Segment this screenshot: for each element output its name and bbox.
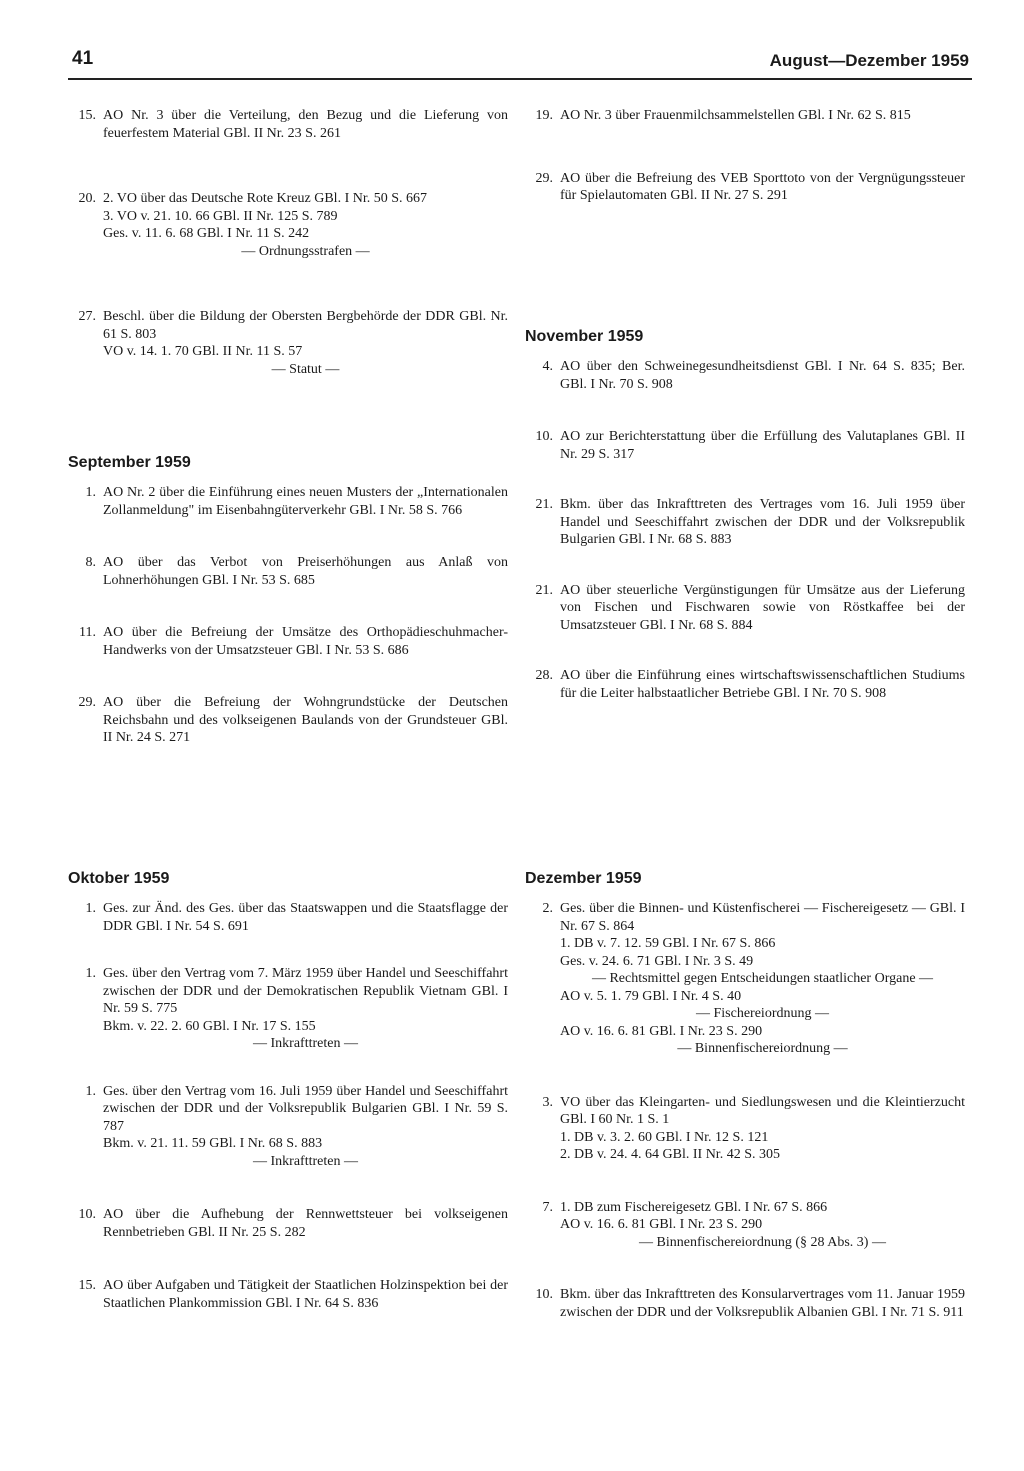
entry-text: AO über die Befreiung des VEB Sporttoto von der Vergnügungssteuer für Spielautomaten GBl. II Nr. 27 S. 291: [560, 170, 965, 203]
register-entry: [525, 428, 965, 463]
entry-text: AO über den Schweinegesundheitsdienst GBl. I Nr. 64 S. 835; Ber. GBl. I Nr. 70 S. 908: [560, 359, 965, 392]
month-section: [525, 328, 965, 702]
month-section: [68, 107, 508, 378]
entry-note: — Inkrafttreten —: [253, 1036, 358, 1051]
register-entry: [68, 624, 508, 659]
entry-day: 21.: [535, 582, 553, 598]
section-title: Oktober 1959: [68, 870, 170, 887]
entry-day: 1.: [85, 966, 96, 981]
entry-text: Ges. über den Vertrag vom 16. Juli 1959 über Handel und Seeschiffahrt zwischen der DDR und der Volksrepublik Bulgarien GBl. I Nr. 59 S. 787: [103, 1083, 508, 1134]
register-entry: [525, 170, 965, 205]
register-entry: [525, 582, 965, 635]
entry-day: 27.: [78, 309, 96, 324]
register-entry: [68, 1083, 508, 1171]
entry-text: Ges. zur Änd. des Ges. über das Staatswappen und die Staatsflagge der DDR GBl. I Nr. 54 S. 691: [103, 901, 508, 934]
entry-text: Ges. über die Binnen- und Küstenfischerei — Fischereigesetz — GBl. I Nr. 67 S. 864: [560, 901, 965, 934]
register-entry: [68, 484, 508, 519]
register-entry: [68, 554, 508, 589]
entry-day: 2.: [542, 901, 553, 916]
entry-reference: AO v. 5. 1. 79 GBl. I Nr. 4 S. 40: [560, 988, 742, 1004]
entry-reference: Ges. v. 24. 6. 71 GBl. I Nr. 3 S. 49: [560, 953, 754, 969]
entry-reference: 3. VO v. 21. 10. 66 GBl. II Nr. 125 S. 789: [103, 208, 338, 224]
month-section: [525, 107, 965, 205]
entry-day: 19.: [535, 108, 553, 123]
register-entry: [525, 1094, 965, 1164]
entry-day: 15.: [78, 108, 96, 123]
register-entry: [68, 694, 508, 747]
register-entry: [68, 107, 508, 142]
entry-note: — Inkrafttreten —: [253, 1153, 358, 1169]
entry-text: AO Nr. 3 über Frauenmilchsammelstellen GBl. I Nr. 62 S. 815: [560, 108, 911, 123]
register-entry: [525, 1199, 965, 1252]
entry-day: 1.: [85, 485, 96, 500]
header-rule: [68, 78, 972, 80]
entry-text: Bkm. über das Inkrafttreten des Konsularvertrages vom 11. Januar 1959 zwischen der DDR und der Volksrepublik Albanien GBl. I Nr. 71 S. 911: [560, 1287, 965, 1320]
entry-day: 10.: [78, 1207, 96, 1222]
entry-text: VO über das Kleingarten- und Siedlungswesen und die Kleintierzucht GBl. I 60 Nr. 1 S. 1: [560, 1094, 965, 1127]
entry-note: — Fischereiordnung —: [696, 1006, 829, 1021]
entry-note: — Binnenfischereiordnung (§ 28 Abs. 3) —: [639, 1234, 886, 1250]
entry-day: 29.: [535, 170, 553, 186]
register-entry: [68, 190, 508, 260]
entry-day: 10.: [535, 429, 553, 444]
entry-text: AO über Aufgaben und Tätigkeit der Staatlichen Holzinspektion bei der Staatlichen Plankommission GBl. I Nr. 64 S. 836: [103, 1278, 508, 1311]
entry-text: Beschl. über die Bildung der Obersten Bergbehörde der DDR GBl. Nr. 61 S. 803: [103, 309, 508, 342]
register-entry: [68, 965, 508, 1053]
register-entry: [525, 667, 965, 702]
entry-day: 1.: [85, 1083, 96, 1099]
register-entry: [525, 1286, 965, 1321]
entry-day: 3.: [542, 1094, 553, 1110]
entry-note: — Rechtsmittel gegen Entscheidungen staatlicher Organe —: [591, 971, 934, 986]
entry-text: 2. VO über das Deutsche Rote Kreuz GBl. I Nr. 50 S. 667: [103, 191, 428, 206]
entry-day: 10.: [535, 1287, 553, 1302]
entry-day: 1.: [85, 901, 96, 916]
register-entry: [68, 1206, 508, 1241]
month-section: [525, 870, 965, 1321]
entry-reference: 1. DB v. 7. 12. 59 GBl. I Nr. 67 S. 866: [560, 936, 776, 951]
register-entry: [525, 107, 965, 125]
entry-text: 1. DB zum Fischereigesetz GBl. I Nr. 67 S. 866: [560, 1199, 828, 1215]
entry-text: AO zur Berichterstattung über die Erfüllung des Valutaplanes GBl. II Nr. 29 S. 317: [560, 429, 965, 462]
entry-day: 28.: [535, 668, 553, 683]
register-entry: [68, 1277, 508, 1312]
entry-day: 29.: [78, 695, 96, 710]
register-entry: [68, 900, 508, 935]
entry-reference: Bkm. v. 21. 11. 59 GBl. I Nr. 68 S. 883: [103, 1136, 323, 1151]
entry-reference: AO v. 16. 6. 81 GBl. I Nr. 23 S. 290: [560, 1023, 763, 1039]
entry-reference: VO v. 14. 1. 70 GBl. II Nr. 11 S. 57: [103, 344, 303, 359]
entry-text: AO Nr. 3 über die Verteilung, den Bezug und die Lieferung von feuerfestem Material GBl. II Nr. 23 S. 261: [103, 108, 508, 141]
entry-reference: Ges. v. 11. 6. 68 GBl. I Nr. 11 S. 242: [103, 226, 310, 241]
entry-reference: 1. DB v. 3. 2. 60 GBl. I Nr. 12 S. 121: [560, 1129, 769, 1145]
entry-text: AO über die Befreiung der Wohngrundstücke der Deutschen Reichsbahn und des volkseigenen Baulands von der Grundsteuer GBl. II Nr. 24 S. 271: [103, 695, 508, 745]
entry-note: — Statut —: [271, 361, 340, 377]
register-entry: [525, 496, 965, 549]
entry-day: 15.: [78, 1278, 96, 1293]
entry-text: AO über die Befreiung der Umsätze des Orthopädieschuhmacher-Handwerks von der Umsatzsteuer GBl. I Nr. 53 S. 686: [103, 625, 508, 658]
entry-day: 8.: [85, 555, 96, 570]
month-section: [68, 870, 508, 1312]
register-entry: [525, 358, 965, 393]
entry-text: Bkm. über das Inkrafttreten des Vertrages vom 16. Juli 1959 über Handel und Seeschiffahrt zwischen der DDR und der Volksrepublik Bulgarien GBl. I Nr. 68 S. 883: [560, 497, 965, 547]
entry-note: — Ordnungsstrafen —: [241, 243, 370, 259]
entry-text: AO über die Aufhebung der Rennwettsteuer bei volkseigenen Rennbetrieben GBl. II Nr. 25 S. 282: [103, 1207, 508, 1240]
section-title: September 1959: [68, 454, 191, 471]
register-entry: [68, 308, 508, 378]
entry-day: 4.: [542, 359, 553, 374]
entry-day: 20.: [78, 191, 96, 206]
section-title: November 1959: [525, 328, 644, 345]
entry-day: 21.: [535, 497, 553, 512]
entry-text: AO über die Einführung eines wirtschaftswissenschaftlichen Studiums für die Leiter halbstaatlicher Betriebe GBl. I Nr. 70 S. 908: [560, 668, 965, 701]
entry-text: Ges. über den Vertrag vom 7. März 1959 über Handel und Seeschiffahrt zwischen der DDR und der Demokratischen Republik Vietnam GBl. I Nr. 59 S. 775: [103, 966, 508, 1016]
entry-text: AO über das Verbot von Preiserhöhungen aus Anlaß von Lohnerhöhungen GBl. I Nr. 53 S. 685: [103, 555, 508, 588]
entry-day: 7.: [542, 1199, 553, 1215]
section-title: Dezember 1959: [525, 870, 642, 887]
page-number: 41: [72, 48, 94, 69]
register-entry: [525, 900, 965, 1058]
entry-text: AO über steuerliche Vergünstigungen für Umsätze aus der Lieferung von Fischen und Fischwaren sowie von Röstkaffee bei der Umsatzsteuer GBl. I Nr. 68 S. 884: [560, 582, 965, 633]
entry-reference: Bkm. v. 22. 2. 60 GBl. I Nr. 17 S. 155: [103, 1018, 316, 1034]
entry-note: — Binnenfischereiordnung —: [677, 1041, 848, 1056]
entry-reference: 2. DB v. 24. 4. 64 GBl. II Nr. 42 S. 305: [560, 1147, 780, 1162]
entry-day: 11.: [79, 625, 96, 640]
month-section: [68, 454, 508, 747]
entry-reference: AO v. 16. 6. 81 GBl. I Nr. 23 S. 290: [560, 1217, 763, 1232]
entry-text: AO Nr. 2 über die Einführung eines neuen Musters der „Internationalen Zollanmeldung" im Eisenbahngüterverkehr GBl. I Nr. 58 S. 766: [103, 485, 508, 518]
running-header: August—Dezember 1959: [769, 51, 969, 70]
